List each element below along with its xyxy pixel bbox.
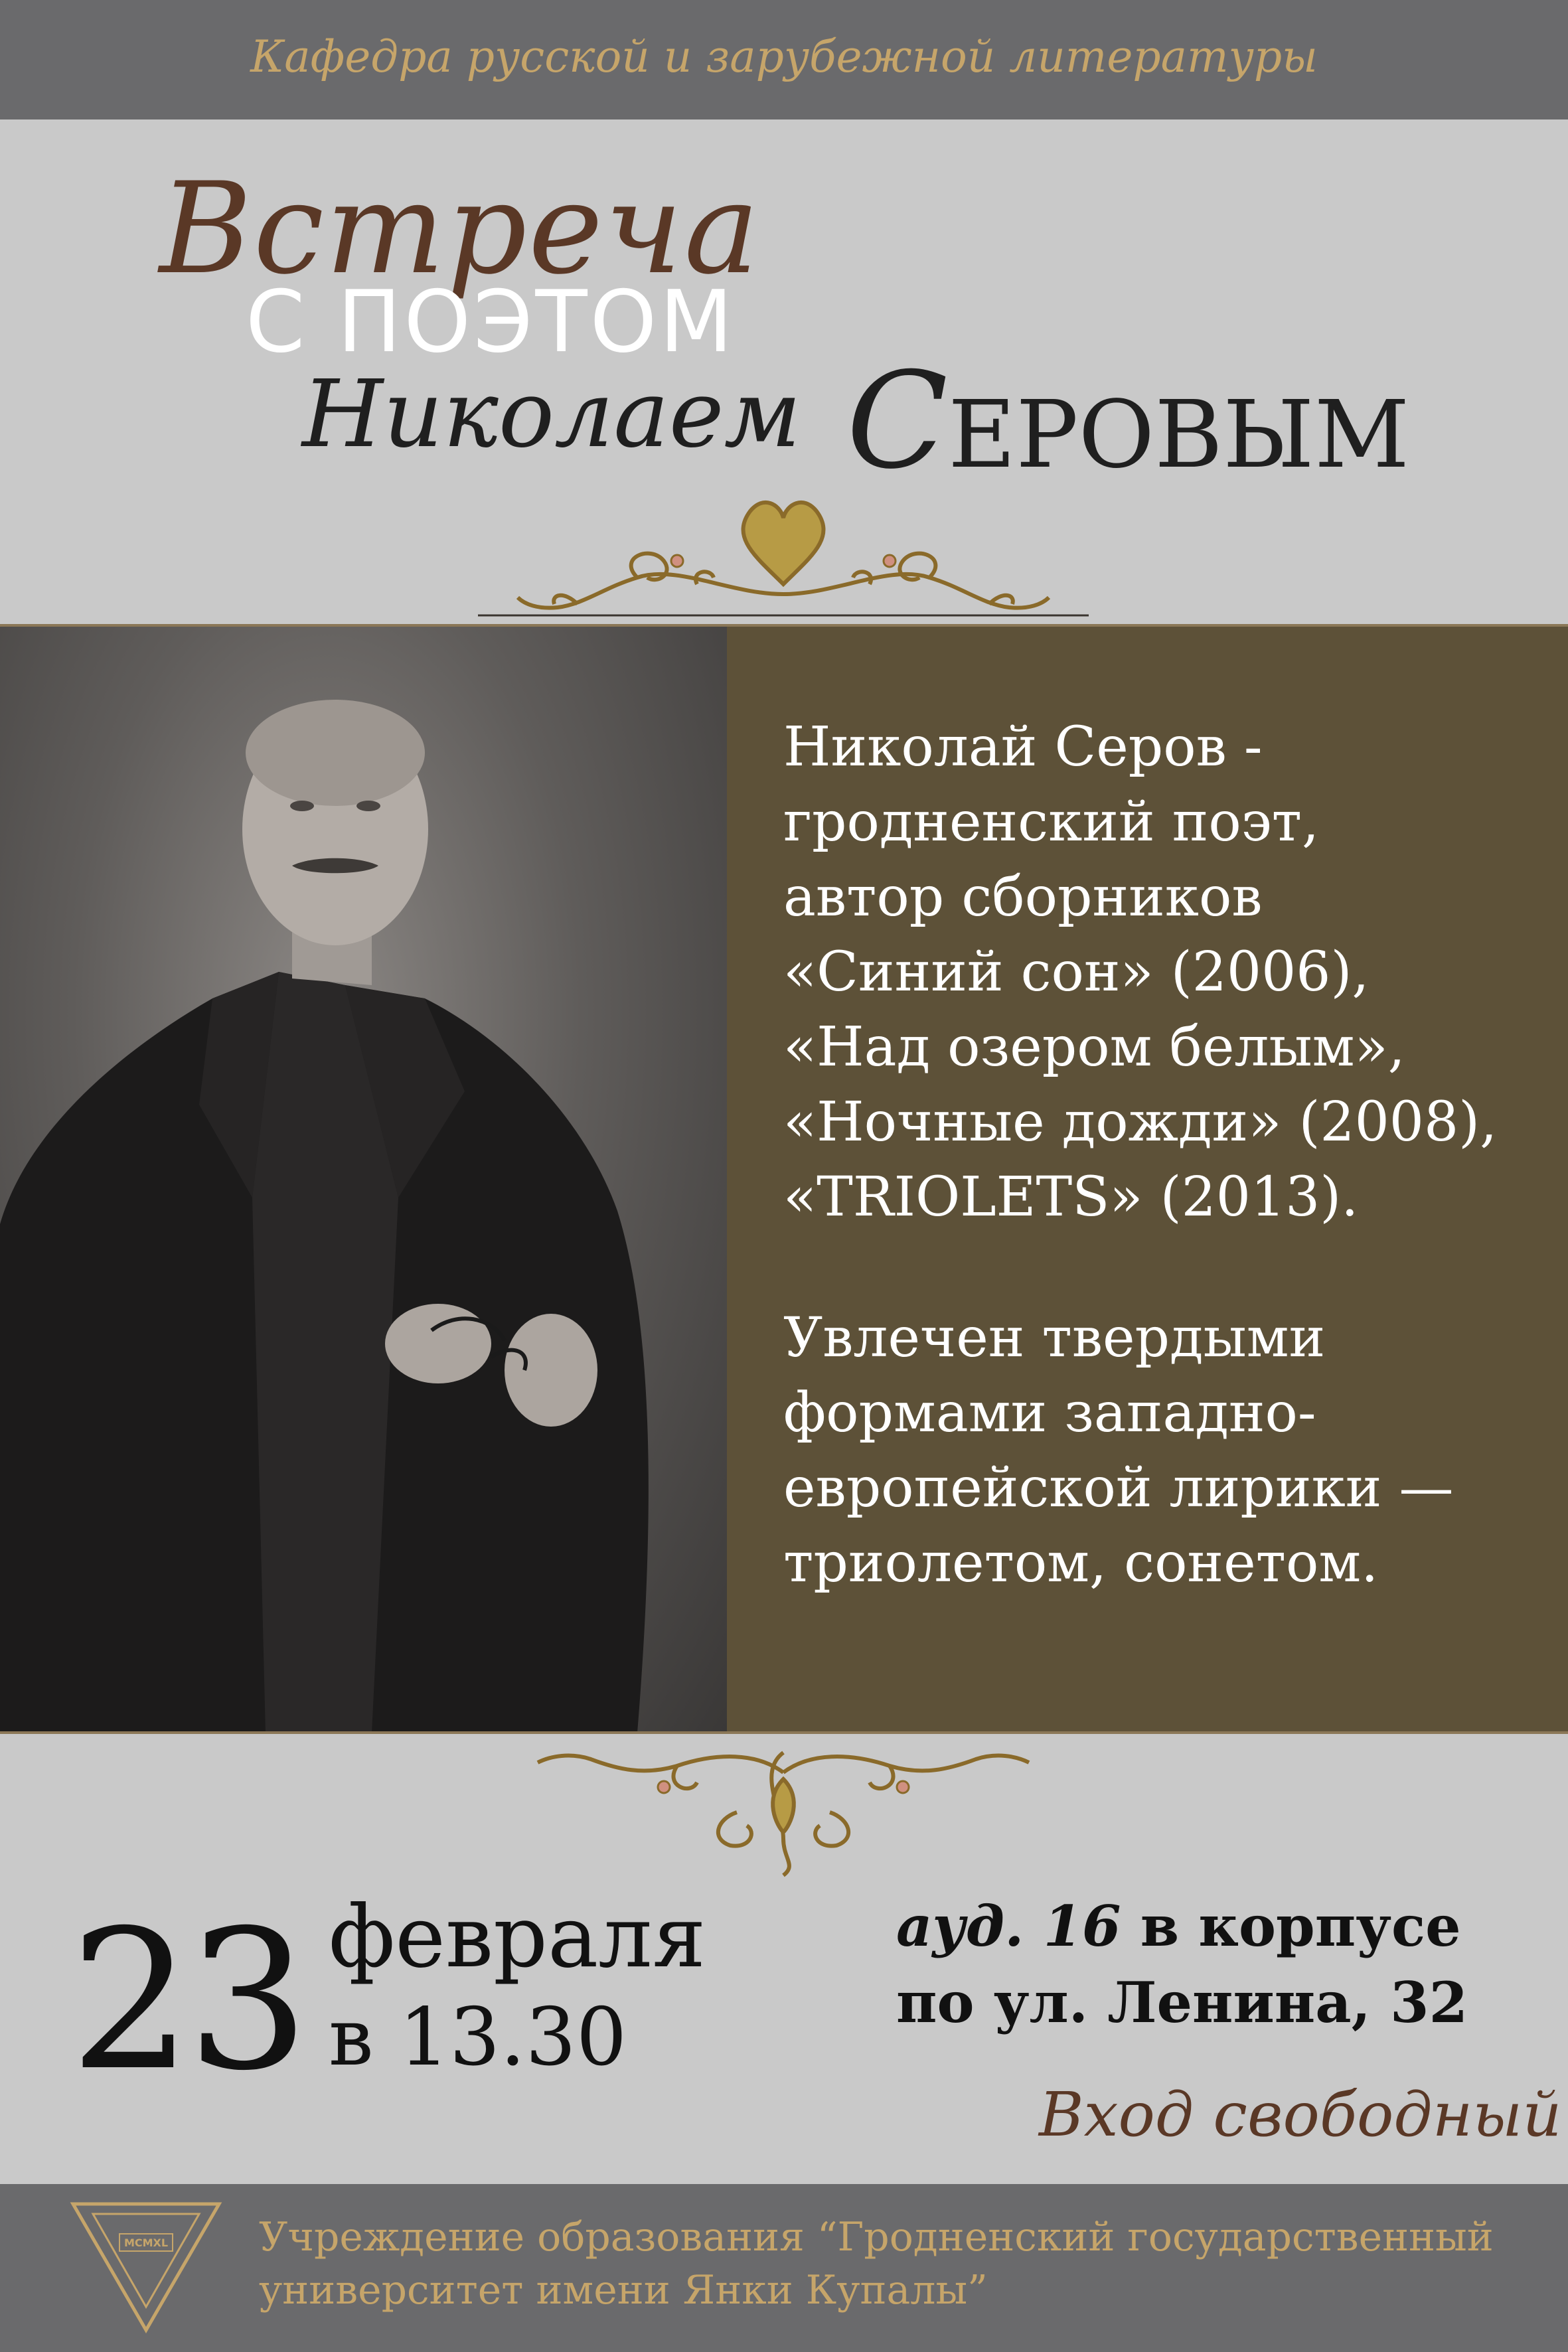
venue-line-2: по ул. Ленина, 32 <box>896 1970 1468 2035</box>
event-time: в 13.30 <box>329 1992 627 2084</box>
bio-line: формами западно- <box>783 1381 1316 1445</box>
bio-line: европейской лирики — <box>783 1456 1454 1520</box>
venue-building: в корпусе <box>1121 1893 1461 1959</box>
surname-rest: ЕРОВЫМ <box>948 381 1410 489</box>
bio-line: триолетом, сонетом. <box>783 1531 1379 1595</box>
institution-line-2: университет имени Янки Купалы” <box>259 2267 988 2313</box>
title-meeting: Встреча <box>159 155 761 302</box>
bio-line: автор сборников <box>783 866 1263 929</box>
free-entry: Вход свободный <box>1039 2079 1562 2150</box>
bio-line: Николай Серов - <box>783 716 1263 779</box>
department-title: Кафедра русской и зарубежной литературы <box>250 31 1318 82</box>
bio-line: «TRIOLETS» (2013). <box>783 1166 1359 1229</box>
ornament-top-icon <box>478 478 1089 624</box>
title-with-poet: С ПОЭТОМ <box>246 273 736 372</box>
bio-line: Увлечен твердыми <box>783 1306 1326 1370</box>
event-month: февраля <box>329 1888 706 1987</box>
portrait-silhouette-icon <box>0 627 727 1733</box>
bio-line: «Синий сон» (2006), <box>783 941 1370 1004</box>
title-poet-surname <box>846 344 1410 499</box>
bio-line: «Ночные дожди» (2008), <box>783 1091 1498 1154</box>
venue-line-1 <box>896 1893 1461 1959</box>
bio-line: гродненский поэт, <box>783 791 1320 854</box>
ornament-bottom-icon <box>518 1733 1129 1879</box>
institution-line-1: Учреждение образования “Гродненский государственный <box>259 2214 1494 2260</box>
venue-room: ауд. 16 <box>896 1893 1121 1959</box>
bio-line: «Над озером белым», <box>783 1016 1405 1079</box>
surname-initial: С <box>846 344 949 499</box>
poet-photo <box>0 627 727 1733</box>
logo-text: MCMXL <box>123 2236 169 2249</box>
title-poet-first-name: Николаем <box>302 360 801 469</box>
university-logo-icon <box>66 2197 226 2337</box>
event-day: 23 <box>70 1889 305 2113</box>
